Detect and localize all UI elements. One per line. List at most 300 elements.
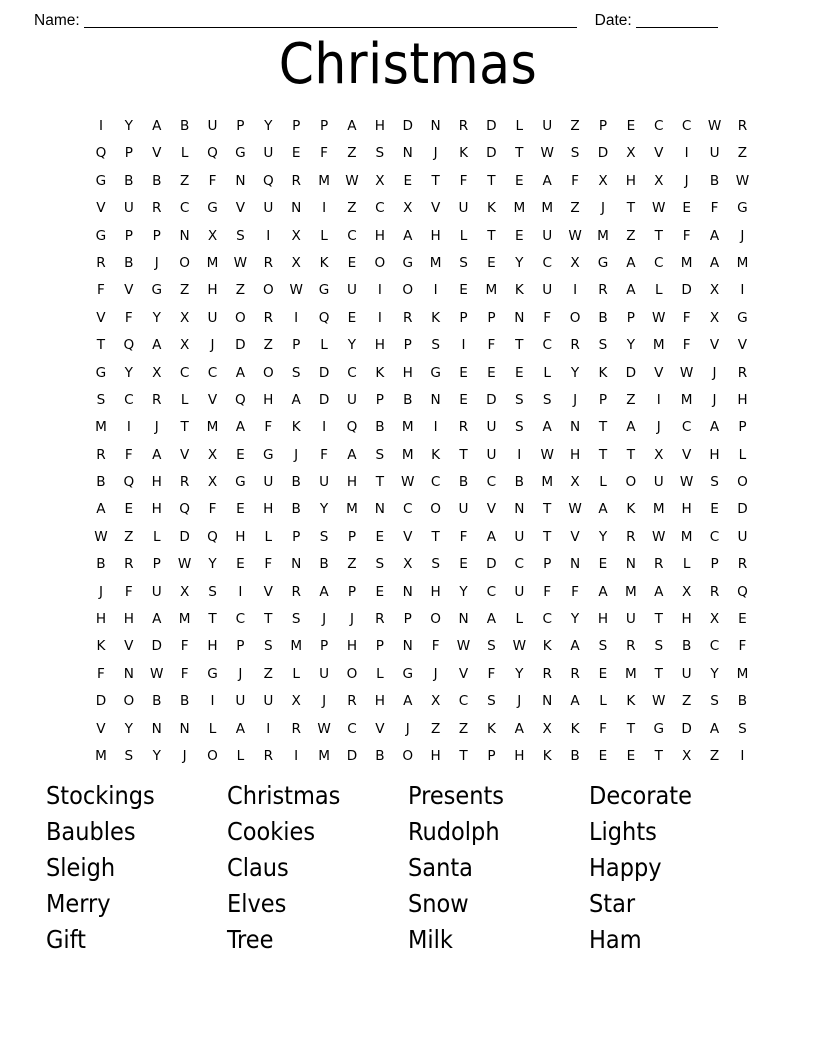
grid-cell[interactable]: E bbox=[347, 254, 357, 271]
grid-cell[interactable]: S bbox=[710, 693, 719, 710]
grid-cell[interactable]: P bbox=[292, 118, 301, 134]
grid-cell[interactable]: M bbox=[680, 528, 693, 545]
grid-cell[interactable]: T bbox=[598, 446, 608, 463]
grid-cell[interactable]: F bbox=[599, 720, 607, 737]
grid-cell[interactable]: F bbox=[543, 309, 552, 326]
grid-cell[interactable]: P bbox=[459, 309, 468, 326]
grid-cell[interactable]: Y bbox=[459, 583, 468, 600]
grid-cell[interactable]: S bbox=[375, 446, 385, 463]
grid-cell[interactable]: X bbox=[152, 364, 162, 381]
grid-cell[interactable]: T bbox=[626, 720, 636, 737]
grid-cell[interactable]: E bbox=[291, 145, 301, 162]
grid-cell[interactable]: N bbox=[374, 501, 385, 518]
grid-cell[interactable]: J bbox=[656, 419, 661, 436]
grid-cell[interactable]: F bbox=[124, 583, 133, 600]
grid-cell[interactable]: F bbox=[710, 200, 719, 217]
grid-cell[interactable]: X bbox=[207, 446, 218, 463]
grid-cell[interactable]: Y bbox=[626, 337, 636, 354]
grid-cell[interactable]: P bbox=[487, 747, 496, 764]
grid-cell[interactable]: M bbox=[485, 282, 498, 299]
grid-cell[interactable]: G bbox=[653, 720, 665, 737]
grid-cell[interactable]: C bbox=[347, 364, 357, 381]
grid-cell[interactable]: A bbox=[626, 282, 636, 299]
grid-cell[interactable]: T bbox=[264, 611, 273, 628]
grid-cell[interactable]: F bbox=[208, 501, 217, 518]
grid-cell[interactable]: D bbox=[486, 391, 497, 408]
grid-cell[interactable]: I bbox=[294, 309, 299, 326]
grid-cell[interactable]: L bbox=[320, 227, 328, 244]
grid-cell[interactable]: A bbox=[709, 720, 720, 737]
grid-cell[interactable]: R bbox=[263, 747, 274, 764]
word-list-item[interactable]: Sleigh bbox=[46, 853, 116, 882]
word-list-item[interactable]: Santa bbox=[408, 853, 473, 882]
grid-cell[interactable]: O bbox=[430, 611, 441, 628]
grid-cell[interactable]: Y bbox=[515, 254, 524, 271]
grid-cell[interactable]: U bbox=[542, 118, 553, 134]
grid-cell[interactable]: U bbox=[514, 583, 525, 600]
grid-cell[interactable]: F bbox=[124, 309, 133, 326]
grid-cell[interactable]: J bbox=[712, 391, 717, 408]
grid-cell[interactable]: L bbox=[320, 337, 328, 354]
grid-cell[interactable]: S bbox=[375, 556, 385, 573]
grid-cell[interactable]: M bbox=[736, 665, 749, 682]
grid-cell[interactable]: S bbox=[459, 254, 468, 271]
grid-cell[interactable]: M bbox=[541, 474, 554, 491]
grid-cell[interactable]: R bbox=[458, 419, 469, 436]
grid-cell[interactable]: N bbox=[542, 693, 553, 710]
grid-cell[interactable]: Q bbox=[235, 391, 246, 408]
grid-cell[interactable]: T bbox=[515, 337, 524, 354]
grid-cell[interactable]: M bbox=[680, 391, 693, 408]
grid-cell[interactable]: B bbox=[319, 556, 329, 573]
grid-cell[interactable]: A bbox=[403, 227, 413, 244]
grid-cell[interactable]: H bbox=[207, 638, 218, 655]
grid-cell[interactable]: O bbox=[569, 309, 581, 326]
grid-cell[interactable]: C bbox=[347, 720, 357, 737]
grid-cell[interactable]: N bbox=[291, 556, 302, 573]
grid-cell[interactable]: U bbox=[319, 474, 330, 491]
grid-cell[interactable]: C bbox=[235, 611, 246, 628]
grid-cell[interactable]: K bbox=[319, 254, 329, 271]
grid-cell[interactable]: E bbox=[459, 364, 468, 381]
grid-cell[interactable]: N bbox=[458, 611, 469, 628]
grid-cell[interactable]: K bbox=[291, 419, 301, 436]
grid-cell[interactable]: C bbox=[542, 254, 552, 271]
grid-cell[interactable]: I bbox=[126, 419, 131, 436]
grid-cell[interactable]: J bbox=[405, 720, 410, 737]
grid-cell[interactable]: H bbox=[430, 583, 441, 600]
word-list-item[interactable]: Happy bbox=[589, 853, 662, 882]
grid-cell[interactable]: O bbox=[737, 474, 748, 491]
grid-cell[interactable]: N bbox=[514, 309, 525, 326]
grid-cell[interactable]: U bbox=[263, 200, 274, 217]
grid-cell[interactable]: W bbox=[150, 665, 164, 682]
grid-cell[interactable]: X bbox=[570, 474, 580, 491]
grid-cell[interactable]: D bbox=[597, 145, 609, 162]
grid-cell[interactable]: K bbox=[459, 145, 468, 162]
grid-cell[interactable]: W bbox=[652, 528, 666, 545]
grid-cell[interactable]: D bbox=[151, 638, 162, 655]
grid-cell[interactable]: Q bbox=[737, 583, 748, 600]
grid-cell[interactable]: J bbox=[182, 747, 187, 764]
grid-cell[interactable]: N bbox=[430, 118, 441, 134]
grid-cell[interactable]: C bbox=[654, 118, 664, 134]
grid-cell[interactable]: X bbox=[654, 446, 664, 463]
grid-cell[interactable]: U bbox=[151, 583, 162, 600]
grid-cell[interactable]: F bbox=[264, 556, 273, 573]
grid-cell[interactable]: J bbox=[517, 693, 522, 710]
grid-cell[interactable]: N bbox=[570, 556, 581, 573]
grid-cell[interactable]: X bbox=[654, 172, 664, 189]
grid-cell[interactable]: M bbox=[178, 611, 191, 628]
grid-cell[interactable]: V bbox=[96, 309, 106, 326]
grid-cell[interactable]: C bbox=[681, 419, 692, 436]
grid-cell[interactable]: L bbox=[543, 364, 551, 381]
grid-cell[interactable]: E bbox=[598, 747, 608, 764]
grid-cell[interactable]: W bbox=[289, 282, 303, 299]
grid-cell[interactable]: D bbox=[318, 391, 330, 408]
grid-cell[interactable]: Q bbox=[318, 309, 330, 326]
grid-cell[interactable]: R bbox=[291, 583, 301, 600]
grid-cell[interactable]: P bbox=[124, 145, 133, 162]
grid-cell[interactable]: E bbox=[459, 391, 468, 408]
grid-cell[interactable]: Y bbox=[264, 118, 273, 134]
grid-cell[interactable]: G bbox=[151, 282, 162, 299]
grid-cell[interactable]: R bbox=[626, 528, 636, 545]
grid-cell[interactable]: M bbox=[652, 501, 665, 518]
grid-cell[interactable]: K bbox=[626, 501, 636, 518]
grid-cell[interactable]: U bbox=[625, 611, 636, 628]
grid-cell[interactable]: O bbox=[207, 747, 218, 764]
grid-cell[interactable]: C bbox=[486, 474, 497, 491]
grid-cell[interactable]: C bbox=[542, 611, 552, 628]
grid-cell[interactable]: X bbox=[570, 254, 580, 271]
grid-cell[interactable]: J bbox=[573, 391, 578, 408]
grid-cell[interactable]: D bbox=[625, 364, 637, 381]
grid-cell[interactable]: H bbox=[374, 118, 385, 134]
grid-cell[interactable]: I bbox=[461, 337, 466, 354]
grid-cell[interactable]: G bbox=[235, 474, 246, 491]
grid-cell[interactable]: Y bbox=[124, 118, 133, 134]
grid-cell[interactable]: G bbox=[402, 665, 414, 682]
grid-cell[interactable]: X bbox=[291, 254, 301, 271]
grid-cell[interactable]: N bbox=[402, 638, 413, 655]
grid-cell[interactable]: R bbox=[291, 720, 301, 737]
grid-cell[interactable]: H bbox=[346, 474, 358, 491]
grid-cell[interactable]: O bbox=[179, 254, 190, 271]
grid-cell[interactable]: O bbox=[430, 501, 441, 518]
grid-cell[interactable]: L bbox=[236, 747, 245, 764]
grid-cell[interactable]: S bbox=[487, 693, 496, 710]
grid-cell[interactable]: M bbox=[346, 501, 358, 518]
grid-cell[interactable]: A bbox=[235, 419, 246, 436]
grid-cell[interactable]: X bbox=[709, 282, 720, 299]
grid-cell[interactable]: S bbox=[291, 364, 301, 381]
grid-cell[interactable]: F bbox=[543, 583, 552, 600]
grid-cell[interactable]: M bbox=[625, 665, 637, 682]
grid-cell[interactable]: F bbox=[124, 446, 133, 463]
grid-cell[interactable]: T bbox=[459, 747, 468, 764]
grid-cell[interactable]: U bbox=[346, 391, 357, 408]
grid-cell[interactable]: O bbox=[262, 282, 274, 299]
grid-cell[interactable]: B bbox=[458, 474, 469, 491]
grid-cell[interactable]: J bbox=[322, 693, 327, 710]
grid-cell[interactable]: P bbox=[124, 227, 133, 244]
grid-cell[interactable]: D bbox=[486, 556, 497, 573]
grid-cell[interactable]: X bbox=[179, 309, 190, 326]
grid-cell[interactable]: H bbox=[95, 611, 107, 628]
grid-cell[interactable]: M bbox=[625, 583, 637, 600]
grid-cell[interactable]: P bbox=[152, 227, 161, 244]
word-list-item[interactable]: Star bbox=[589, 889, 636, 918]
grid-cell[interactable]: P bbox=[738, 419, 747, 436]
grid-cell[interactable]: V bbox=[486, 501, 497, 518]
grid-cell[interactable]: L bbox=[654, 282, 663, 299]
word-search-grid[interactable] bbox=[87, 113, 750, 770]
grid-cell[interactable]: E bbox=[124, 501, 134, 518]
grid-cell[interactable]: P bbox=[710, 556, 719, 573]
grid-cell[interactable]: D bbox=[235, 337, 246, 354]
grid-cell[interactable]: A bbox=[626, 254, 636, 271]
grid-cell[interactable]: F bbox=[97, 665, 105, 682]
grid-cell[interactable]: U bbox=[263, 474, 274, 491]
grid-cell[interactable]: T bbox=[487, 172, 496, 189]
grid-cell[interactable]: P bbox=[292, 337, 301, 354]
grid-cell[interactable]: B bbox=[375, 747, 385, 764]
grid-cell[interactable]: Z bbox=[347, 556, 357, 573]
grid-cell[interactable]: E bbox=[738, 611, 747, 628]
grid-cell[interactable]: M bbox=[318, 172, 330, 189]
grid-cell[interactable]: M bbox=[95, 747, 107, 764]
grid-cell[interactable]: A bbox=[347, 118, 357, 134]
grid-cell[interactable]: P bbox=[487, 309, 496, 326]
grid-cell[interactable]: T bbox=[459, 446, 468, 463]
grid-cell[interactable]: H bbox=[235, 528, 246, 545]
grid-cell[interactable]: F bbox=[459, 172, 468, 189]
grid-cell[interactable]: U bbox=[514, 528, 525, 545]
grid-cell[interactable]: H bbox=[625, 172, 636, 189]
grid-cell[interactable]: Z bbox=[179, 282, 190, 299]
grid-cell[interactable]: K bbox=[598, 364, 608, 381]
grid-cell[interactable]: Z bbox=[681, 693, 692, 710]
grid-cell[interactable]: T bbox=[180, 419, 189, 436]
grid-cell[interactable]: K bbox=[626, 693, 636, 710]
grid-cell[interactable]: T bbox=[515, 145, 524, 162]
grid-cell[interactable]: V bbox=[124, 282, 134, 299]
grid-cell[interactable]: C bbox=[458, 693, 469, 710]
grid-cell[interactable]: Z bbox=[570, 118, 580, 134]
grid-cell[interactable]: S bbox=[514, 391, 524, 408]
grid-cell[interactable]: W bbox=[652, 693, 666, 710]
grid-cell[interactable]: R bbox=[347, 693, 357, 710]
grid-cell[interactable]: V bbox=[681, 446, 692, 463]
grid-cell[interactable]: S bbox=[319, 528, 329, 545]
grid-cell[interactable]: Y bbox=[570, 364, 580, 381]
grid-cell[interactable]: V bbox=[263, 583, 273, 600]
grid-cell[interactable]: X bbox=[375, 172, 385, 189]
grid-cell[interactable]: J bbox=[154, 254, 159, 271]
word-list-item[interactable]: Decorate bbox=[589, 781, 692, 810]
grid-cell[interactable]: Z bbox=[179, 172, 190, 189]
grid-cell[interactable]: B bbox=[179, 693, 190, 710]
grid-cell[interactable]: F bbox=[571, 172, 579, 189]
grid-cell[interactable]: S bbox=[431, 556, 440, 573]
grid-cell[interactable]: W bbox=[735, 172, 750, 189]
grid-cell[interactable]: L bbox=[180, 145, 189, 162]
grid-cell[interactable]: B bbox=[375, 419, 385, 436]
grid-cell[interactable]: J bbox=[98, 583, 103, 600]
grid-cell[interactable]: F bbox=[738, 638, 747, 655]
word-list-item[interactable]: Rudolph bbox=[408, 817, 500, 846]
grid-cell[interactable]: D bbox=[681, 720, 692, 737]
grid-cell[interactable]: J bbox=[238, 665, 243, 682]
grid-cell[interactable]: J bbox=[154, 419, 159, 436]
grid-cell[interactable]: R bbox=[570, 665, 580, 682]
grid-cell[interactable]: X bbox=[598, 172, 608, 189]
grid-cell[interactable]: X bbox=[709, 611, 720, 628]
grid-cell[interactable]: P bbox=[403, 611, 412, 628]
grid-cell[interactable]: A bbox=[709, 254, 720, 271]
grid-cell[interactable]: U bbox=[458, 200, 469, 217]
grid-cell[interactable]: B bbox=[598, 309, 608, 326]
grid-cell[interactable]: T bbox=[654, 611, 663, 628]
grid-cell[interactable]: L bbox=[208, 720, 217, 737]
grid-cell[interactable]: I bbox=[573, 282, 578, 299]
grid-cell[interactable]: W bbox=[317, 720, 331, 737]
grid-cell[interactable]: V bbox=[403, 528, 413, 545]
grid-cell[interactable]: W bbox=[456, 638, 471, 655]
grid-cell[interactable]: P bbox=[236, 118, 245, 134]
grid-cell[interactable]: F bbox=[682, 337, 691, 354]
grid-cell[interactable]: L bbox=[376, 665, 384, 682]
grid-cell[interactable]: R bbox=[458, 118, 469, 134]
grid-cell[interactable]: T bbox=[96, 337, 106, 354]
grid-cell[interactable]: N bbox=[151, 720, 162, 737]
grid-cell[interactable]: S bbox=[710, 474, 719, 491]
grid-cell[interactable]: S bbox=[487, 638, 496, 655]
grid-cell[interactable]: N bbox=[179, 720, 190, 737]
grid-cell[interactable]: U bbox=[737, 528, 748, 545]
grid-cell[interactable]: X bbox=[681, 747, 692, 764]
grid-cell[interactable]: E bbox=[487, 364, 496, 381]
grid-cell[interactable]: O bbox=[346, 665, 358, 682]
grid-cell[interactable]: H bbox=[123, 611, 134, 628]
grid-cell[interactable]: G bbox=[207, 665, 218, 682]
grid-cell[interactable]: C bbox=[514, 556, 525, 573]
grid-cell[interactable]: K bbox=[375, 364, 385, 381]
word-list-item[interactable]: Merry bbox=[46, 889, 111, 918]
grid-cell[interactable]: L bbox=[599, 693, 607, 710]
grid-cell[interactable]: Y bbox=[598, 528, 608, 545]
grid-cell[interactable]: N bbox=[625, 556, 636, 573]
grid-cell[interactable]: N bbox=[402, 583, 413, 600]
grid-cell[interactable]: E bbox=[682, 200, 691, 217]
grid-cell[interactable]: I bbox=[433, 282, 438, 299]
grid-cell[interactable]: C bbox=[654, 254, 664, 271]
grid-cell[interactable]: O bbox=[374, 254, 386, 271]
grid-cell[interactable]: B bbox=[514, 474, 524, 491]
word-list-item[interactable]: Claus bbox=[227, 853, 289, 882]
grid-cell[interactable]: C bbox=[430, 474, 441, 491]
grid-cell[interactable]: M bbox=[401, 419, 414, 436]
grid-cell[interactable]: G bbox=[737, 309, 748, 326]
grid-cell[interactable]: I bbox=[210, 693, 215, 710]
grid-cell[interactable]: J bbox=[322, 611, 327, 628]
grid-cell[interactable]: S bbox=[598, 638, 608, 655]
grid-cell[interactable]: H bbox=[709, 446, 720, 463]
grid-cell[interactable]: P bbox=[626, 309, 635, 326]
grid-cell[interactable]: U bbox=[346, 282, 357, 299]
grid-cell[interactable]: J bbox=[740, 227, 745, 244]
grid-cell[interactable]: P bbox=[598, 391, 608, 408]
grid-cell[interactable]: Z bbox=[458, 720, 469, 737]
grid-cell[interactable]: R bbox=[152, 200, 162, 217]
grid-cell[interactable]: I bbox=[266, 227, 271, 244]
grid-cell[interactable]: Q bbox=[179, 501, 190, 518]
grid-cell[interactable]: L bbox=[738, 446, 747, 463]
grid-cell[interactable]: D bbox=[486, 145, 497, 162]
grid-cell[interactable]: N bbox=[570, 419, 581, 436]
grid-cell[interactable]: G bbox=[597, 254, 609, 271]
grid-cell[interactable]: B bbox=[152, 693, 162, 710]
grid-cell[interactable]: Y bbox=[570, 611, 580, 628]
grid-cell[interactable]: M bbox=[206, 419, 219, 436]
grid-cell[interactable]: B bbox=[570, 747, 580, 764]
grid-cell[interactable]: F bbox=[264, 419, 273, 436]
grid-cell[interactable]: Y bbox=[347, 337, 357, 354]
grid-cell[interactable]: A bbox=[235, 364, 246, 381]
grid-cell[interactable]: L bbox=[599, 474, 607, 491]
grid-cell[interactable]: B bbox=[96, 474, 106, 491]
grid-cell[interactable]: J bbox=[684, 172, 689, 189]
grid-cell[interactable]: Z bbox=[263, 665, 273, 682]
grid-cell[interactable]: Q bbox=[95, 145, 107, 162]
grid-cell[interactable]: F bbox=[180, 665, 189, 682]
grid-cell[interactable]: B bbox=[179, 118, 190, 134]
grid-cell[interactable]: P bbox=[319, 638, 329, 655]
grid-cell[interactable]: M bbox=[290, 638, 303, 655]
grid-cell[interactable]: M bbox=[652, 337, 665, 354]
grid-cell[interactable]: K bbox=[486, 720, 496, 737]
grid-cell[interactable]: D bbox=[179, 528, 190, 545]
grid-cell[interactable]: R bbox=[124, 556, 134, 573]
grid-cell[interactable]: V bbox=[654, 364, 664, 381]
grid-cell[interactable]: O bbox=[402, 282, 414, 299]
grid-cell[interactable]: A bbox=[598, 501, 608, 518]
grid-cell[interactable]: N bbox=[402, 145, 413, 162]
grid-cell[interactable]: M bbox=[513, 200, 526, 217]
grid-cell[interactable]: V bbox=[709, 337, 720, 354]
word-list-item[interactable]: Gift bbox=[46, 925, 86, 954]
grid-cell[interactable]: I bbox=[266, 720, 271, 737]
grid-cell[interactable]: I bbox=[294, 747, 299, 764]
grid-cell[interactable]: V bbox=[96, 200, 106, 217]
grid-cell[interactable]: A bbox=[570, 693, 580, 710]
grid-cell[interactable]: U bbox=[123, 200, 134, 217]
grid-cell[interactable]: E bbox=[459, 282, 468, 299]
grid-cell[interactable]: H bbox=[374, 693, 385, 710]
grid-cell[interactable]: W bbox=[345, 172, 359, 189]
grid-cell[interactable]: Q bbox=[346, 419, 358, 436]
grid-cell[interactable]: T bbox=[431, 528, 440, 545]
grid-cell[interactable]: P bbox=[375, 391, 384, 408]
grid-cell[interactable]: C bbox=[542, 337, 552, 354]
grid-cell[interactable]: T bbox=[375, 474, 384, 491]
grid-cell[interactable]: C bbox=[179, 364, 190, 381]
grid-cell[interactable]: M bbox=[95, 419, 107, 436]
grid-cell[interactable]: B bbox=[709, 172, 720, 189]
grid-cell[interactable]: G bbox=[95, 227, 107, 244]
